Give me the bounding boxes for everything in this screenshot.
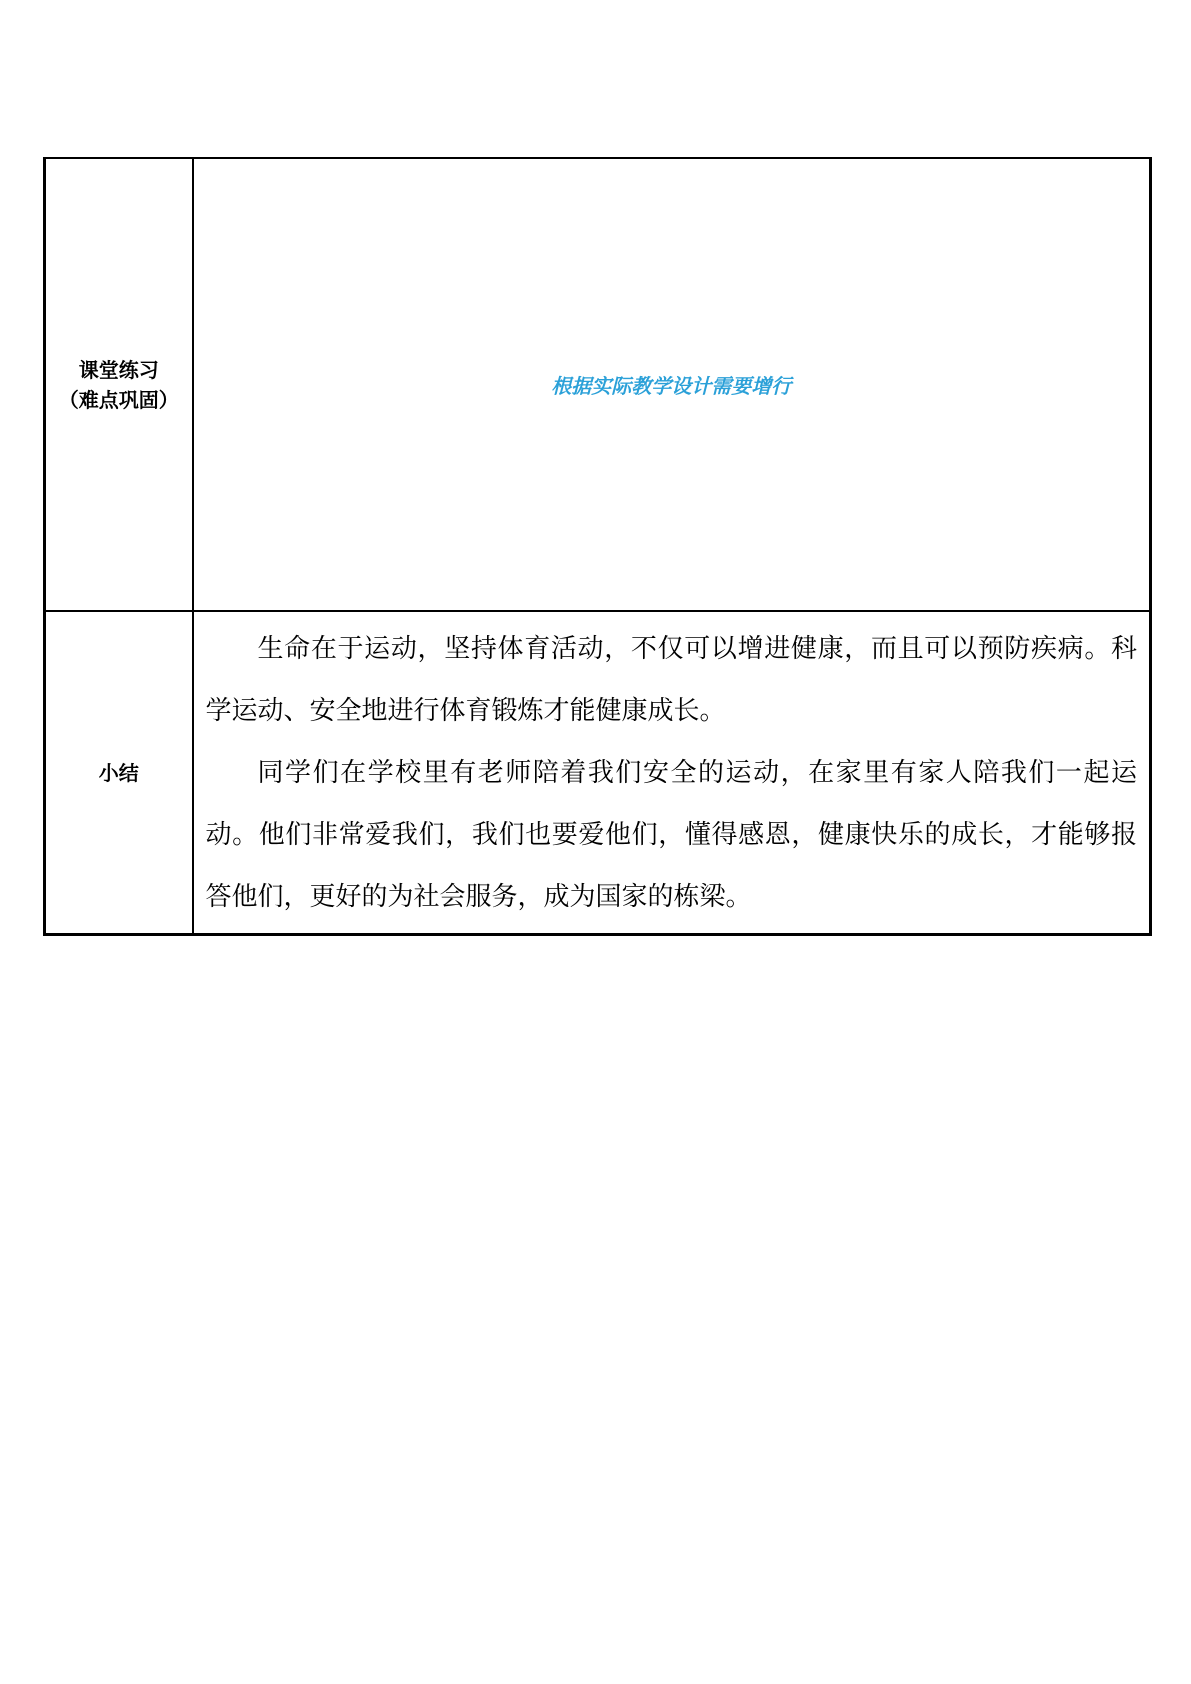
summary-content-cell bbox=[193, 611, 1151, 935]
summary-paragraph: 同学们在学校里有老师陪着我们安全的运动，在家里有家人陪我们一起运动。他们非常爱我们，我们也要爱他们，懂得感恩，健康快乐的成长，才能够报答他们，更好的为社会服务，成为国家的栋梁。 bbox=[205, 758, 1137, 912]
practice-sublabel: （难点巩固） bbox=[58, 387, 179, 412]
practice-label-cell bbox=[45, 158, 193, 611]
practice-content-cell bbox=[193, 158, 1151, 611]
practice-label: 课堂练习 bbox=[78, 357, 159, 382]
summary-label: 小结 bbox=[98, 760, 139, 785]
summary-paragraph: 生命在于运动，坚持体育活动，不仅可以增进健康，而且可以预防疾病。科学运动、安全地进行体育锻炼才能健康成长。 bbox=[205, 634, 1137, 726]
lesson-plan-table bbox=[43, 157, 1152, 936]
practice-row bbox=[45, 158, 1151, 611]
placeholder-note: 根据实际教学设计需要增行 bbox=[551, 374, 792, 398]
summary-label-cell bbox=[45, 611, 193, 935]
summary-row bbox=[45, 611, 1151, 935]
